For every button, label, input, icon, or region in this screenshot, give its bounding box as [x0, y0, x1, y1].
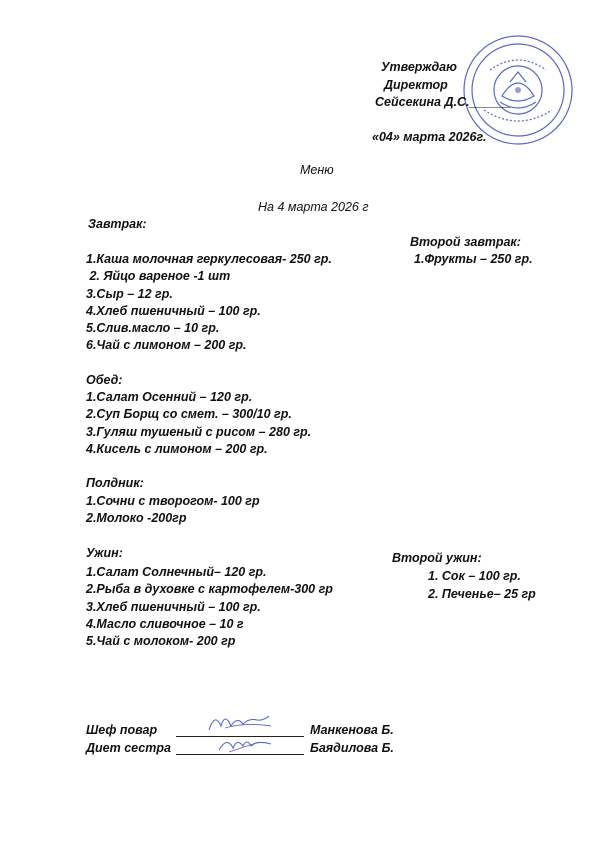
second-breakfast-heading: Второй завтрак: — [410, 235, 521, 249]
list-item: 1.Салат Солнечный– 120 гр. — [86, 565, 267, 579]
list-item: 2.Молоко -200гр — [86, 511, 187, 525]
chef-label: Шеф повар — [86, 723, 158, 737]
list-item: 4.Хлеб пшеничный – 100 гр. — [86, 304, 261, 318]
approval-line-2: Директор — [384, 78, 448, 92]
nurse-signature-icon — [215, 732, 275, 756]
nurse-name: Баядилова Б. — [310, 741, 394, 755]
page-subtitle: На 4 марта 2026 г — [258, 200, 369, 214]
list-item: 4.Масло сливочное – 10 г — [86, 617, 244, 631]
approval-line-1: Утверждаю — [381, 60, 457, 74]
list-item: 1.Салат Осенний – 120 гр. — [86, 390, 253, 404]
second-dinner-heading: Второй ужин: — [392, 551, 482, 565]
list-item: 2. Яйцо вареное -1 шт — [86, 269, 231, 283]
approval-date: «04» марта 2026г. — [372, 130, 487, 144]
list-item: 2.Суп Борщ со смет. – 300/10 гр. — [86, 407, 292, 421]
snack-heading: Полдник: — [86, 476, 144, 490]
list-item: 3.Гуляш тушеный с рисом – 280 гр. — [86, 425, 312, 439]
approval-line-3: Сейсекина Д.С.______ — [375, 95, 512, 109]
list-item: 3.Хлеб пшеничный – 100 гр. — [86, 600, 261, 614]
lunch-heading: Обед: — [86, 373, 123, 387]
list-item: 1.Фрукты – 250 гр. — [414, 252, 533, 266]
list-item: 6.Чай с лимоном – 200 гр. — [86, 338, 247, 352]
list-item: 3.Сыр – 12 гр. — [86, 287, 173, 301]
breakfast-heading: Завтрак: — [88, 217, 147, 231]
chef-name: Манкенова Б. — [310, 723, 394, 737]
list-item: 2. Печенье– 25 гр — [428, 587, 536, 601]
list-item: 5.Чай с молоком- 200 гр — [86, 634, 236, 648]
page-title: Меню — [300, 163, 334, 177]
nurse-label: Диет сестра — [86, 741, 171, 755]
list-item: 1.Сочни с творогом- 100 гр — [86, 494, 260, 508]
list-item: 1.Каша молочная геркулесовая- 250 гр. — [86, 252, 332, 266]
list-item: 1. Сок – 100 гр. — [428, 569, 521, 583]
list-item: 2.Рыба в духовке с картофелем-300 гр — [86, 582, 333, 596]
list-item: 4.Кисель с лимоном – 200 гр. — [86, 442, 268, 456]
dinner-heading: Ужин: — [86, 546, 123, 560]
list-item: 5.Слив.масло – 10 гр. — [86, 321, 220, 335]
